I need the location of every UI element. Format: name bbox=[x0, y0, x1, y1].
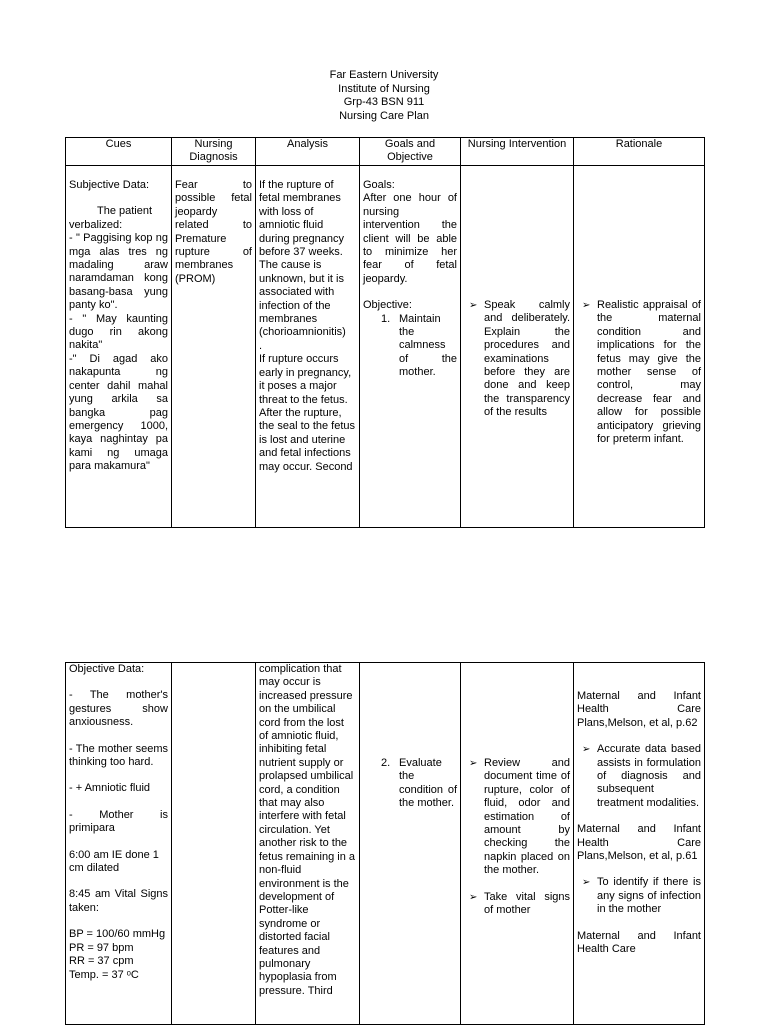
cue-amniotic: - + Amniotic fluid bbox=[69, 782, 151, 795]
quote-2: - " May kaunting dugo rin akong nakita" bbox=[69, 312, 168, 352]
analysis-cell bbox=[256, 166, 360, 528]
vital-temp: Temp. = 37 ᵒC bbox=[69, 968, 139, 981]
analysis-text-1: If the rupture of fetal membranes with loss of amniotic fluid during pregnancy before 37 weeks. The cause is unknown, but it is associated with infection of the membranes (chorioamnionitis) bbox=[259, 179, 346, 339]
intervention-2: ➢ Review and document time of rupture, color of fluid, odor and estimation of amount by checking the napkin placed on the mother. bbox=[464, 757, 570, 878]
cue-primipara: - Mother is primipara bbox=[69, 808, 168, 835]
analysis-continued: complication that may occur is increased pressure on the umbilical cord from the lost of amniotic fluid, inhibiting fetal nutrient supply or prolapsed umbilical cord, a condition that may also interfere with fetal circulation. Yet another risk to the fetus remaining in a non-fluid environment is the development of Potter-like syndrome or distorted facial features and pulmonary hypoplasia from pressure. Third bbox=[259, 663, 355, 997]
col-header-analysis: Analysis bbox=[256, 138, 360, 166]
col-header-diagnosis: Nursing Diagnosis bbox=[172, 138, 256, 166]
cue-vitals-time: 8:45 am Vital Signs taken: bbox=[69, 888, 168, 914]
reference-1: Maternal and Infant Health Care Plans,Melson, et al, p.62 bbox=[577, 690, 701, 729]
col-header-cues: Cues bbox=[66, 138, 172, 166]
rationale-3: ➢ To identify if there is any signs of infection in the mother bbox=[577, 876, 701, 916]
intervention-cell-2 bbox=[461, 663, 574, 1025]
cue-ie: 6:00 am IE done 1 cm dilated bbox=[69, 848, 159, 875]
intervention-3: ➢ Take vital signs of mother bbox=[464, 891, 570, 918]
care-row-2 bbox=[66, 663, 705, 1025]
objective-2-text: Evaluate the condition of the mother. bbox=[399, 757, 457, 810]
analysis-dot: . bbox=[259, 339, 263, 352]
vital-bp: BP = 100/60 mmHg bbox=[69, 928, 166, 941]
diagnosis-cell bbox=[172, 166, 256, 528]
rationale-cell-2 bbox=[574, 663, 705, 1025]
analysis-cell-2 bbox=[256, 663, 360, 1025]
intervention-cell bbox=[461, 166, 574, 528]
goals-cell-2 bbox=[360, 663, 461, 1025]
cue-thinking: - The mother seems thinking too hard. bbox=[69, 742, 168, 769]
cues-cell bbox=[66, 166, 172, 528]
objective-label: Objective: bbox=[363, 299, 412, 312]
goals-text: After one hour of nursing intervention the client will be able to minimize her fear of fetal jeopardy. bbox=[363, 192, 457, 285]
col-header-intervention: Nursing Intervention bbox=[461, 138, 574, 166]
subjective-label: Subjective Data: bbox=[69, 179, 150, 191]
rationale-cell bbox=[574, 166, 705, 528]
quote-1: - " Paggising kop ng mga alas tres ng madaling araw naramdaman kong basang-basa yung panty ko". bbox=[69, 232, 168, 312]
vital-pr: PR = 97 bpm bbox=[69, 941, 134, 954]
objective-data-label: Objective Data: bbox=[69, 663, 145, 675]
objective-1-number: 1. bbox=[381, 312, 391, 325]
objective-2 bbox=[363, 757, 457, 811]
goals-label: Goals: bbox=[363, 179, 395, 191]
care-plan-table-page1 bbox=[65, 137, 705, 528]
quote-3: -" Di agad ako nakapunta ng center dahil mahal yung arkila sa bangka pag emergency 1000, kaya naghintay pa kami ng umaga para makamura" bbox=[69, 352, 168, 473]
goals-cell bbox=[360, 166, 461, 528]
document-header bbox=[0, 69, 768, 123]
analysis-text-2: If rupture occurs early in pregnancy, it poses a major threat to the fetus. After the rupture, the seal to the fetus is lost and uterine and fetal infections may occur. Second bbox=[259, 353, 356, 473]
care-plan-table-page2 bbox=[65, 662, 705, 1025]
col-header-rationale: Rationale bbox=[574, 138, 705, 166]
objective-1 bbox=[363, 313, 457, 380]
vital-rr: RR = 37 cpm bbox=[69, 955, 134, 968]
objective-1-text: Maintain the calmness of the mother. bbox=[399, 312, 457, 379]
cues-cell-2 bbox=[66, 663, 172, 1025]
nursing-diagnosis: Fear to possible fetal jeopardy related to Premature rupture of membranes (PROM) bbox=[175, 179, 252, 285]
institute-name: Institute of Nursing bbox=[338, 82, 430, 95]
group-name: Grp-43 BSN 911 bbox=[343, 96, 425, 108]
intervention-1: ➢ Speak calmly and deliberately. Explain the procedures and examinations before they are done and keep the transparency of the results bbox=[464, 299, 570, 420]
rationale-2: ➢ Accurate data based assists in formulation of diagnosis and subsequent treatment modalities. bbox=[577, 743, 701, 810]
objective-2-number: 2. bbox=[381, 757, 391, 769]
reference-2: Maternal and Infant Health Care Plans,Melson, et al, p.61 bbox=[577, 823, 701, 863]
document-title: Nursing Care Plan bbox=[339, 109, 429, 122]
cue-gestures: - The mother's gestures show anxiousness. bbox=[69, 689, 168, 729]
reference-3: Maternal and Infant Health Care bbox=[577, 929, 701, 956]
col-header-goals: Goals and Objective bbox=[360, 138, 461, 166]
diagnosis-cell-2 bbox=[172, 663, 256, 1025]
rationale-1: ➢ Realistic appraisal of the maternal condition and implications for the fetus may give the mother sense of control, may decrease fear and allow for possible anticipatory grieving for preterm infant. bbox=[577, 299, 701, 446]
university-name: Far Eastern University bbox=[329, 69, 439, 81]
header-row bbox=[66, 138, 705, 166]
care-row-1 bbox=[66, 166, 705, 528]
patient-verbalized: The patient verbalized: bbox=[69, 205, 153, 231]
